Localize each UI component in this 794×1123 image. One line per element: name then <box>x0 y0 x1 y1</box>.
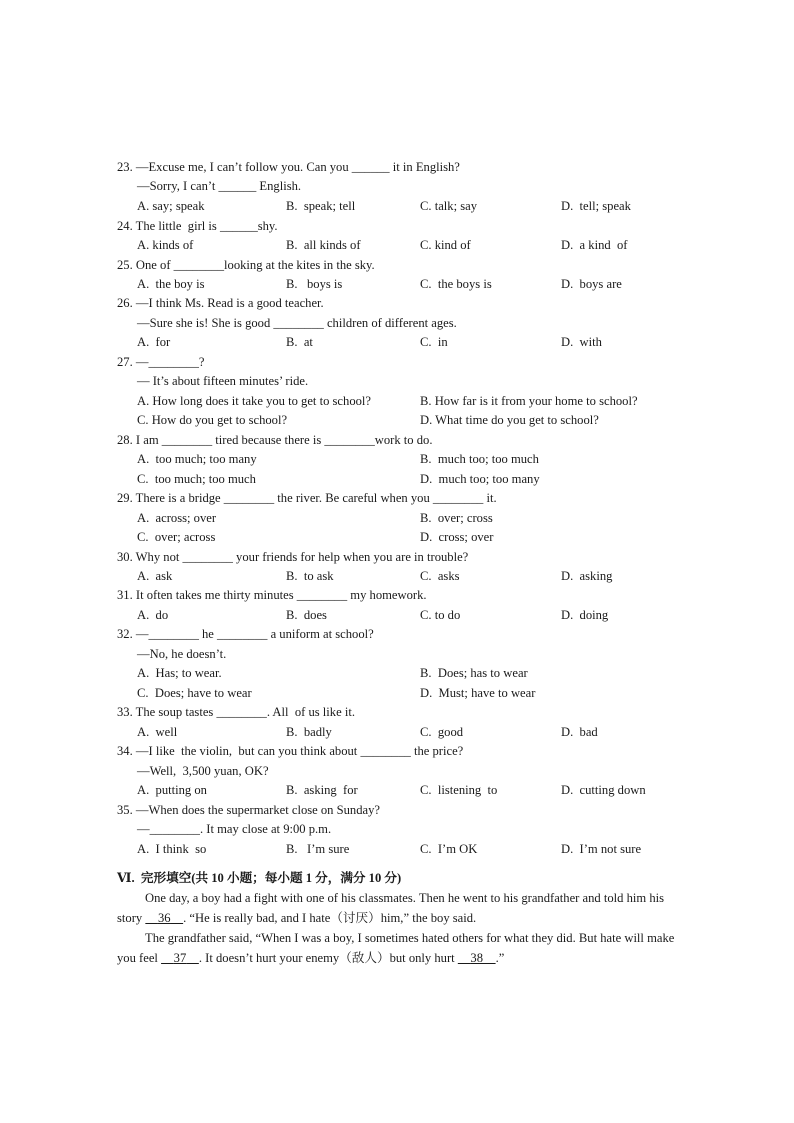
question-23-option-d[interactable]: D. tell; speak <box>561 199 631 213</box>
question-28-option-c[interactable]: C. too much; too much <box>137 472 256 486</box>
question-35-reply: —________. It may close at 9:00 p.m. <box>137 822 332 836</box>
question-23-option-a[interactable]: A. say; speak <box>137 199 205 213</box>
blank-37-number: 37 <box>173 950 187 965</box>
question-33-option-a[interactable]: A. well <box>137 725 178 739</box>
question-31-option-a[interactable]: A. do <box>137 608 169 622</box>
question-26-option-b[interactable]: B. at <box>286 335 313 349</box>
question-28-stem: 28. I am ________ tired because there is ________work to do. <box>117 433 433 447</box>
question-31-option-c[interactable]: C. to do <box>420 608 461 622</box>
question-26-reply: —Sure she is! She is good ________ children of different ages. <box>137 316 457 330</box>
question-31-stem: 31. It often takes me thirty minutes ________ my homework. <box>117 588 427 602</box>
question-25-option-c[interactable]: C. the boys is <box>420 277 492 291</box>
blank-37[interactable] <box>161 951 199 965</box>
question-25-option-d[interactable]: D. boys are <box>561 277 622 291</box>
question-34-option-a[interactable]: A. putting on <box>137 783 207 797</box>
question-27-option-a[interactable]: A. How long does it take you to get to school? <box>137 394 371 408</box>
question-34-stem: 34. —I like the violin, but can you think about ________ the price? <box>117 744 464 758</box>
section-title: Ⅵ. 完形填空(共 10 小题；每小题 1 分，满分 10 分) <box>117 871 402 885</box>
question-34-option-c[interactable]: C. listening to <box>420 783 498 797</box>
passage-text: The grandfather said, “When I was a boy, I sometimes hated others for what they did. But hate will make you feel <box>117 931 675 965</box>
passage-text: . “He is really bad, and I hate（讨厌）him,” the boy said. <box>183 910 477 925</box>
blank-36-number: 36 <box>157 910 171 925</box>
question-30-option-d[interactable]: D. asking <box>561 569 613 583</box>
question-29-stem: 29. There is a bridge ________ the river. Be careful when you ________ it. <box>117 491 497 505</box>
question-32-option-d[interactable]: D. Must; have to wear <box>420 686 536 700</box>
question-28-option-a[interactable]: A. too much; too many <box>137 452 257 466</box>
passage-text: . It doesn’t hurt your enemy（敌人）but only hurt <box>198 950 458 965</box>
question-27-reply: — It’s about fifteen minutes’ ride. <box>137 374 309 388</box>
question-28-option-b[interactable]: B. much too; too much <box>420 452 539 466</box>
question-33-option-d[interactable]: D. bad <box>561 725 598 739</box>
question-28-option-d[interactable]: D. much too; too many <box>420 472 540 486</box>
question-34-option-d[interactable]: D. cutting down <box>561 783 646 797</box>
question-26-option-a[interactable]: A. for <box>137 335 171 349</box>
passage-paragraph-2 <box>117 929 677 968</box>
question-29-option-a[interactable]: A. across; over <box>137 511 217 525</box>
question-31-option-d[interactable]: D. doing <box>561 608 609 622</box>
question-24-option-a[interactable]: A. kinds of <box>137 238 194 252</box>
question-23-option-b[interactable]: B. speak; tell <box>286 199 356 213</box>
question-29-option-b[interactable]: B. over; cross <box>420 511 493 525</box>
question-24-stem: 24. The little girl is ______shy. <box>117 219 278 233</box>
question-27-option-b[interactable]: B. How far is it from your home to school? <box>420 394 638 408</box>
question-30-option-b[interactable]: B. to ask <box>286 569 334 583</box>
question-34-reply: —Well, 3,500 yuan, OK? <box>137 764 269 778</box>
question-25-option-a[interactable]: A. the boy is <box>137 277 205 291</box>
question-26-stem: 26. —I think Ms. Read is a good teacher. <box>117 296 324 310</box>
question-32-reply: —No, he doesn’t. <box>137 647 227 661</box>
question-27-option-c[interactable]: C. How do you get to school? <box>137 413 288 427</box>
question-25-stem: 25. One of ________looking at the kites in the sky. <box>117 258 375 272</box>
question-29-option-d[interactable]: D. cross; over <box>420 530 494 544</box>
question-29-option-c[interactable]: C. over; across <box>137 530 216 544</box>
question-32-option-a[interactable]: A. Has; to wear. <box>137 666 222 680</box>
question-35-option-c[interactable]: C. I’m OK <box>420 842 478 856</box>
question-33-option-b[interactable]: B. badly <box>286 725 332 739</box>
question-32-stem: 32. —________ he ________ a uniform at school? <box>117 627 374 641</box>
passage-text: .” <box>495 950 505 965</box>
question-35-option-a[interactable]: A. I think so <box>137 842 207 856</box>
question-33-stem: 33. The soup tastes ________. All of us like it. <box>117 705 355 719</box>
question-23-option-c[interactable]: C. talk; say <box>420 199 478 213</box>
passage-paragraph-1 <box>117 889 677 928</box>
question-27-option-d[interactable]: D. What time do you get to school? <box>420 413 599 427</box>
question-23-stem: 23. —Excuse me, I can’t follow you. Can you ______ it in English? <box>117 160 460 174</box>
question-30-option-a[interactable]: A. ask <box>137 569 173 583</box>
question-34-option-b[interactable]: B. asking for <box>286 783 358 797</box>
blank-38[interactable] <box>458 951 496 965</box>
question-26-option-c[interactable]: C. in <box>420 335 448 349</box>
blank-36[interactable] <box>145 911 183 925</box>
blank-38-number: 38 <box>470 950 483 965</box>
question-25-option-b[interactable]: B. boys is <box>286 277 343 291</box>
question-27-stem: 27. —________? <box>117 355 205 369</box>
question-23-reply: —Sorry, I can’t ______ English. <box>137 179 302 193</box>
question-24-option-b[interactable]: B. all kinds of <box>286 238 361 252</box>
question-24-option-d[interactable]: D. a kind of <box>561 238 628 252</box>
passage-text: One day, a boy had a fight with one of his classmates. Then he went to his grandfather and told him his story <box>117 891 665 925</box>
question-32-option-c[interactable]: C. Does; have to wear <box>137 686 252 700</box>
question-30-stem: 30. Why not ________ your friends for help when you are in trouble? <box>117 550 469 564</box>
question-35-stem: 35. —When does the supermarket close on Sunday? <box>117 803 380 817</box>
question-31-option-b[interactable]: B. does <box>286 608 327 622</box>
question-33-option-c[interactable]: C. good <box>420 725 464 739</box>
question-30-option-c[interactable]: C. asks <box>420 569 460 583</box>
question-24-option-c[interactable]: C. kind of <box>420 238 471 252</box>
question-26-option-d[interactable]: D. with <box>561 335 602 349</box>
question-35-option-d[interactable]: D. I’m not sure <box>561 842 642 856</box>
question-35-option-b[interactable]: B. I’m sure <box>286 842 350 856</box>
question-32-option-b[interactable]: B. Does; has to wear <box>420 666 528 680</box>
